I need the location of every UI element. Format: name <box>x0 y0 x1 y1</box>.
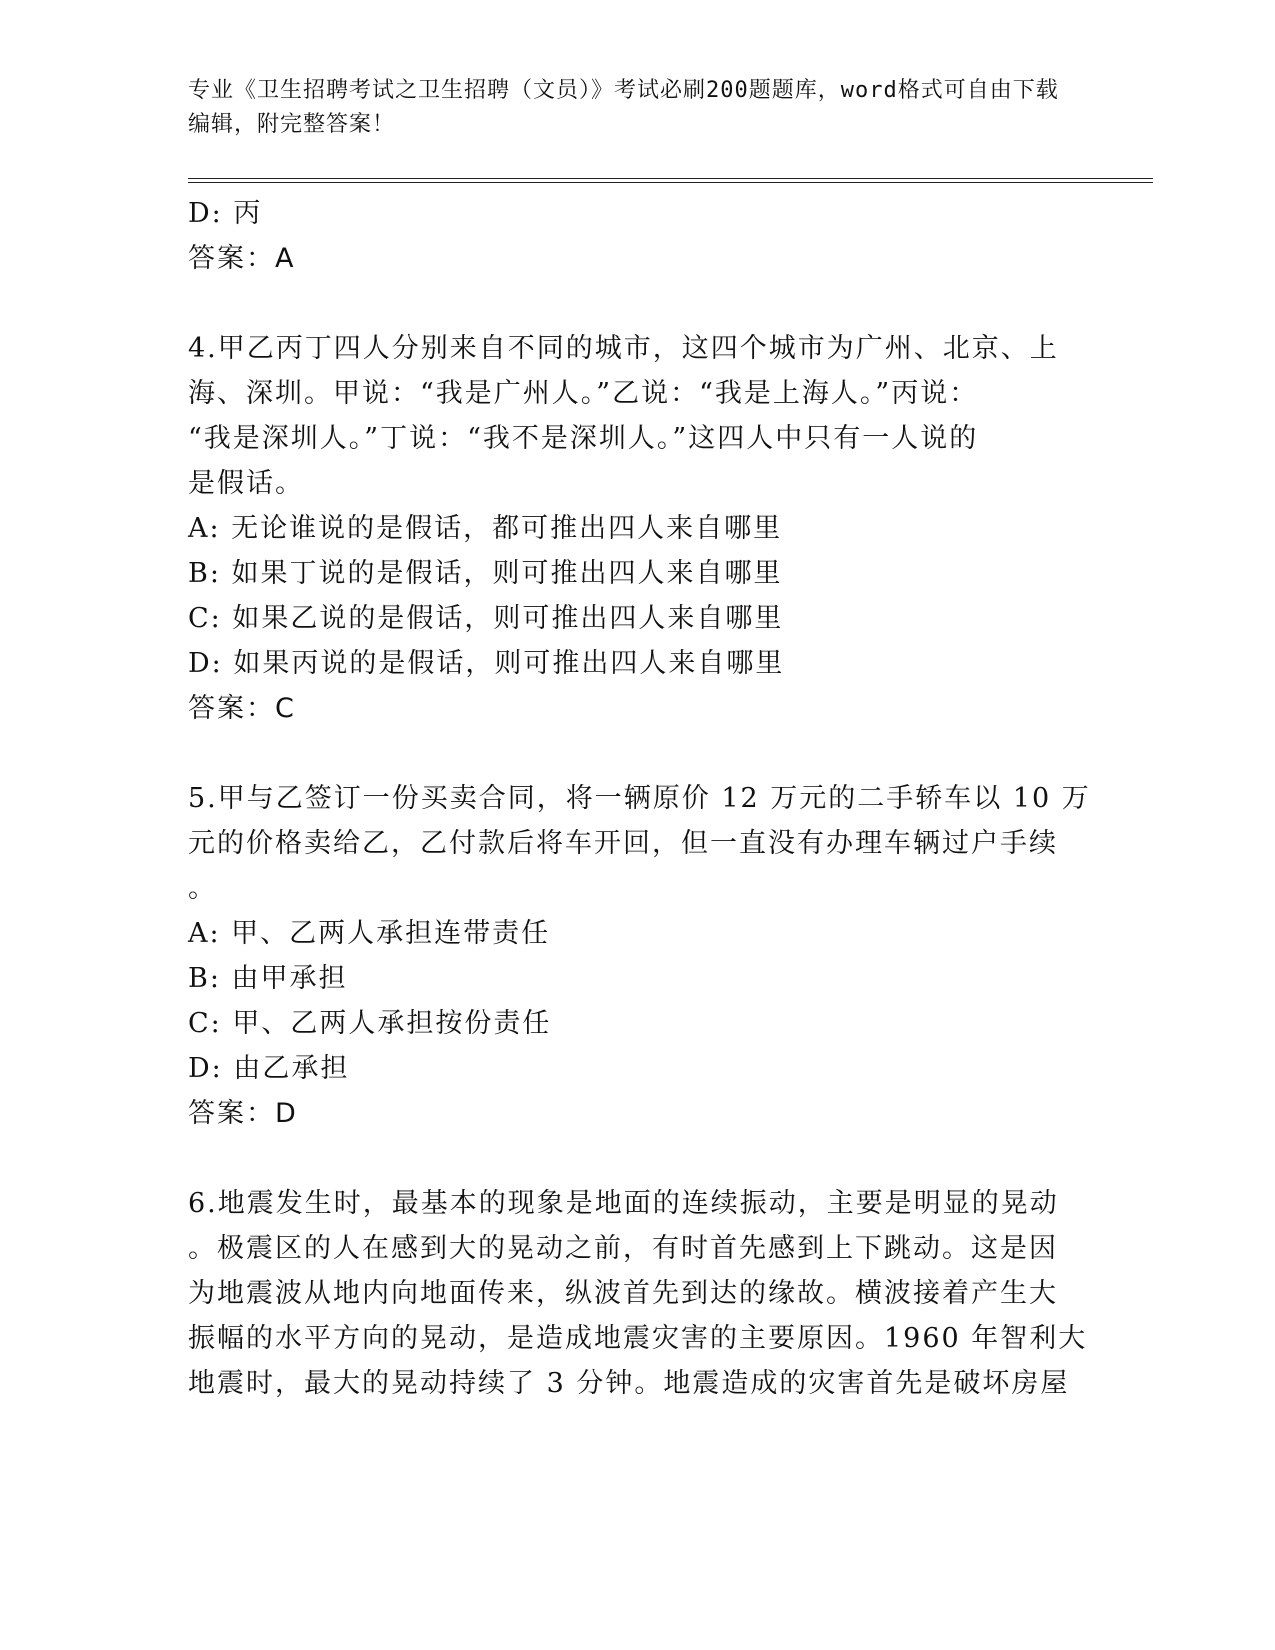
q3-option-d: D: 丙 <box>188 198 263 229</box>
question-line: 。 <box>188 873 217 904</box>
spacer <box>188 281 1068 326</box>
option-c: C: 甲、乙两人承担按份责任 <box>188 1008 552 1039</box>
question-line: 为地震波从地内向地面传来，纵波首先到达的缘故。横波接着产生大 <box>188 1278 1058 1309</box>
question-line: 5.甲与乙签订一份买卖合同，将一辆原价 12 万元的二手轿车以 10 万 <box>188 783 1091 814</box>
question-line: 地震时，最大的晃动持续了 3 分钟。地震造成的灾害首先是破坏房屋 <box>188 1368 1070 1399</box>
question-line: “我是深圳人。”丁说：“我不是深圳人。”这四人中只有一人说的 <box>188 423 979 454</box>
question-line: 4.甲乙丙丁四人分别来自不同的城市，这四个城市为广州、北京、上 <box>188 333 1059 364</box>
option-a: A: 甲、乙两人承担连带责任 <box>188 918 551 949</box>
option-a: A: 无论谁说的是假话，都可推出四人来自哪里 <box>188 513 783 544</box>
q4-answer: 答案：C <box>188 693 296 724</box>
question-line: 振幅的水平方向的晃动，是造成地震灾害的主要原因。1960 年智利大 <box>188 1323 1088 1354</box>
question-line: 是假话。 <box>188 468 304 499</box>
option-d: D: 如果丙说的是假话，则可推出四人来自哪里 <box>188 648 785 679</box>
document-header: 专业《卫生招聘考试之卫生招聘（文员）》考试必刷200题题库，word格式可自由下载编辑，附完整答案！ <box>188 78 1059 137</box>
question-line: 海、深圳。甲说：“我是广州人。”乙说：“我是上海人。”丙说： <box>188 378 979 409</box>
q5-answer: 答案：D <box>188 1098 298 1129</box>
question-4 <box>188 326 1068 731</box>
spacer <box>188 1136 1068 1181</box>
option-c: C: 如果乙说的是假话，则可推出四人来自哪里 <box>188 603 784 634</box>
option-d: D: 由乙承担 <box>188 1053 350 1084</box>
option-b: B: 由甲承担 <box>188 963 348 994</box>
header-divider-top <box>188 178 1153 179</box>
header-divider-bottom <box>188 182 1153 183</box>
question-6 <box>188 1181 1088 1406</box>
document-body <box>188 191 1091 1406</box>
question-line: 。极震区的人在感到大的晃动之前，有时首先感到上下跳动。这是因 <box>188 1233 1058 1264</box>
q3-answer: 答案：A <box>188 243 296 274</box>
spacer <box>188 731 1068 776</box>
question-5 <box>188 776 1091 1136</box>
question-line: 元的价格卖给乙，乙付款后将车开回，但一直没有办理车辆过户手续 <box>188 828 1058 859</box>
question-line: 6.地震发生时，最基本的现象是地面的连续振动，主要是明显的晃动 <box>188 1188 1059 1219</box>
option-b: B: 如果丁说的是假话，则可推出四人来自哪里 <box>188 558 783 589</box>
